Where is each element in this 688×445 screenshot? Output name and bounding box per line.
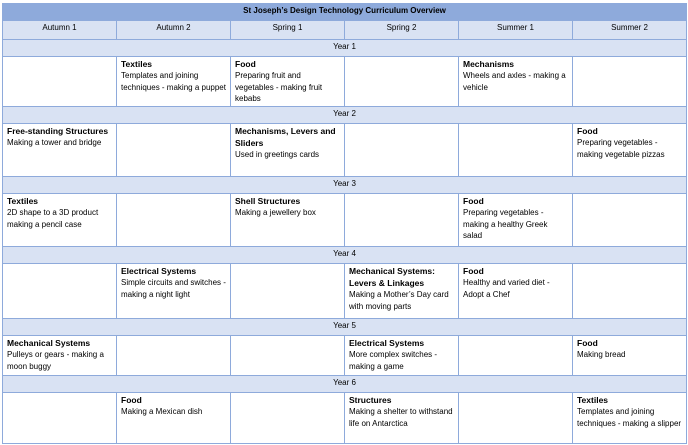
- cell-title: Mechanical Systems: Levers & Linkages: [349, 266, 435, 288]
- year-row: [3, 57, 687, 107]
- curriculum-cell: [459, 124, 573, 177]
- curriculum-cell: [345, 57, 459, 107]
- term-header-summer-1: Summer 1: [459, 21, 573, 40]
- curriculum-cell: [3, 124, 117, 177]
- cell-title: Textiles: [121, 59, 153, 69]
- year-header-row: [3, 319, 687, 336]
- title-row: [3, 4, 687, 21]
- cell-title: Mechanisms, Levers and Sliders: [235, 126, 336, 148]
- cell-title: Food: [463, 266, 484, 276]
- cell-desc: Templates and joining techniques - making a puppet: [121, 71, 226, 92]
- curriculum-cell: [459, 264, 573, 319]
- curriculum-cell: [345, 264, 459, 319]
- curriculum-cell: [459, 194, 573, 247]
- cell-desc: Making a tower and bridge: [7, 138, 102, 147]
- curriculum-cell: [345, 194, 459, 247]
- year-header-row: [3, 247, 687, 264]
- cell-desc: Preparing vegetables - making vegetable pizzas: [577, 138, 665, 159]
- curriculum-cell: [117, 57, 231, 107]
- curriculum-cell: [573, 393, 687, 444]
- cell-desc: Simple circuits and switches - making a night light: [121, 278, 226, 299]
- cell-title: Textiles: [7, 196, 39, 206]
- cell-desc: Preparing vegetables - making a healthy Greek salad: [463, 208, 548, 240]
- cell-desc: More complex switches - making a game: [349, 350, 438, 371]
- year-header-row: [3, 40, 687, 57]
- curriculum-cell: [117, 336, 231, 376]
- cell-desc: Making a shelter to withstand life on Antarctica: [349, 407, 453, 428]
- year-header-row: [3, 376, 687, 393]
- year-header-row: [3, 107, 687, 124]
- term-header-spring-1: Spring 1: [231, 21, 345, 40]
- cell-desc: Making a Mother’s Day card with moving parts: [349, 290, 449, 311]
- cell-title: Free-standing Structures: [7, 126, 109, 136]
- curriculum-cell: [231, 124, 345, 177]
- term-header-row: [3, 21, 687, 40]
- year-label: Year 2: [3, 107, 687, 124]
- cell-desc: Used in greetings cards: [235, 150, 320, 159]
- curriculum-cell: [3, 336, 117, 376]
- curriculum-cell: [3, 264, 117, 319]
- year-label: Year 6: [3, 376, 687, 393]
- curriculum-cell: [459, 336, 573, 376]
- cell-desc: Wheels and axles - making a vehicle: [463, 71, 566, 92]
- cell-title: Structures: [349, 395, 392, 405]
- year-label: Year 4: [3, 247, 687, 264]
- cell-title: Electrical Systems: [121, 266, 197, 276]
- cell-title: Shell Structures: [235, 196, 301, 206]
- curriculum-cell: [573, 124, 687, 177]
- cell-desc: Making bread: [577, 350, 626, 359]
- term-header-autumn-1: Autumn 1: [3, 21, 117, 40]
- curriculum-cell: [117, 194, 231, 247]
- year-header-row: [3, 177, 687, 194]
- curriculum-cell: [231, 393, 345, 444]
- cell-desc: 2D shape to a 3D product making a pencil case: [7, 208, 99, 229]
- year-row: [3, 393, 687, 444]
- cell-title: Electrical Systems: [349, 338, 425, 348]
- curriculum-cell: [231, 57, 345, 107]
- curriculum-cell: [231, 264, 345, 319]
- cell-title: Food: [577, 338, 598, 348]
- curriculum-cell: [573, 264, 687, 319]
- curriculum-cell: [3, 57, 117, 107]
- year-label: Year 1: [3, 40, 687, 57]
- year-label: Year 3: [3, 177, 687, 194]
- curriculum-cell: [3, 393, 117, 444]
- cell-desc: Templates and joining techniques - making a slipper: [577, 407, 682, 428]
- year-row: [3, 264, 687, 319]
- cell-title: Food: [463, 196, 484, 206]
- term-header-spring-2: Spring 2: [345, 21, 459, 40]
- cell-title: Food: [577, 126, 598, 136]
- curriculum-cell: [117, 124, 231, 177]
- curriculum-cell: [231, 194, 345, 247]
- term-header-summer-2: Summer 2: [573, 21, 687, 40]
- curriculum-cell: [345, 393, 459, 444]
- curriculum-cell: [573, 57, 687, 107]
- cell-desc: Making a Mexican dish: [121, 407, 203, 416]
- curriculum-table: [2, 3, 687, 444]
- cell-title: Mechanisms: [463, 59, 515, 69]
- cell-title: Food: [121, 395, 142, 405]
- curriculum-cell: [3, 194, 117, 247]
- year-label: Year 5: [3, 319, 687, 336]
- term-header-autumn-2: Autumn 2: [117, 21, 231, 40]
- cell-desc: Pulleys or gears - making a moon buggy: [7, 350, 104, 371]
- curriculum-cell: [231, 336, 345, 376]
- curriculum-cell: [345, 124, 459, 177]
- cell-title: Mechanical Systems: [7, 338, 91, 348]
- curriculum-cell: [573, 336, 687, 376]
- curriculum-cell: [117, 393, 231, 444]
- cell-title: Food: [235, 59, 256, 69]
- year-row: [3, 194, 687, 247]
- curriculum-cell: [573, 194, 687, 247]
- year-row: [3, 124, 687, 177]
- curriculum-cell: [459, 393, 573, 444]
- cell-desc: Preparing fruit and vegetables - making fruit kebabs: [235, 71, 323, 103]
- curriculum-cell: [117, 264, 231, 319]
- cell-desc: Making a jewellery box: [235, 208, 316, 217]
- curriculum-cell: [459, 57, 573, 107]
- page-title: St Joseph’s Design Technology Curriculum Overview: [3, 4, 687, 21]
- cell-desc: Healthy and varied diet - Adopt a Chef: [463, 278, 550, 299]
- year-row: [3, 336, 687, 376]
- cell-title: Textiles: [577, 395, 609, 405]
- curriculum-cell: [345, 336, 459, 376]
